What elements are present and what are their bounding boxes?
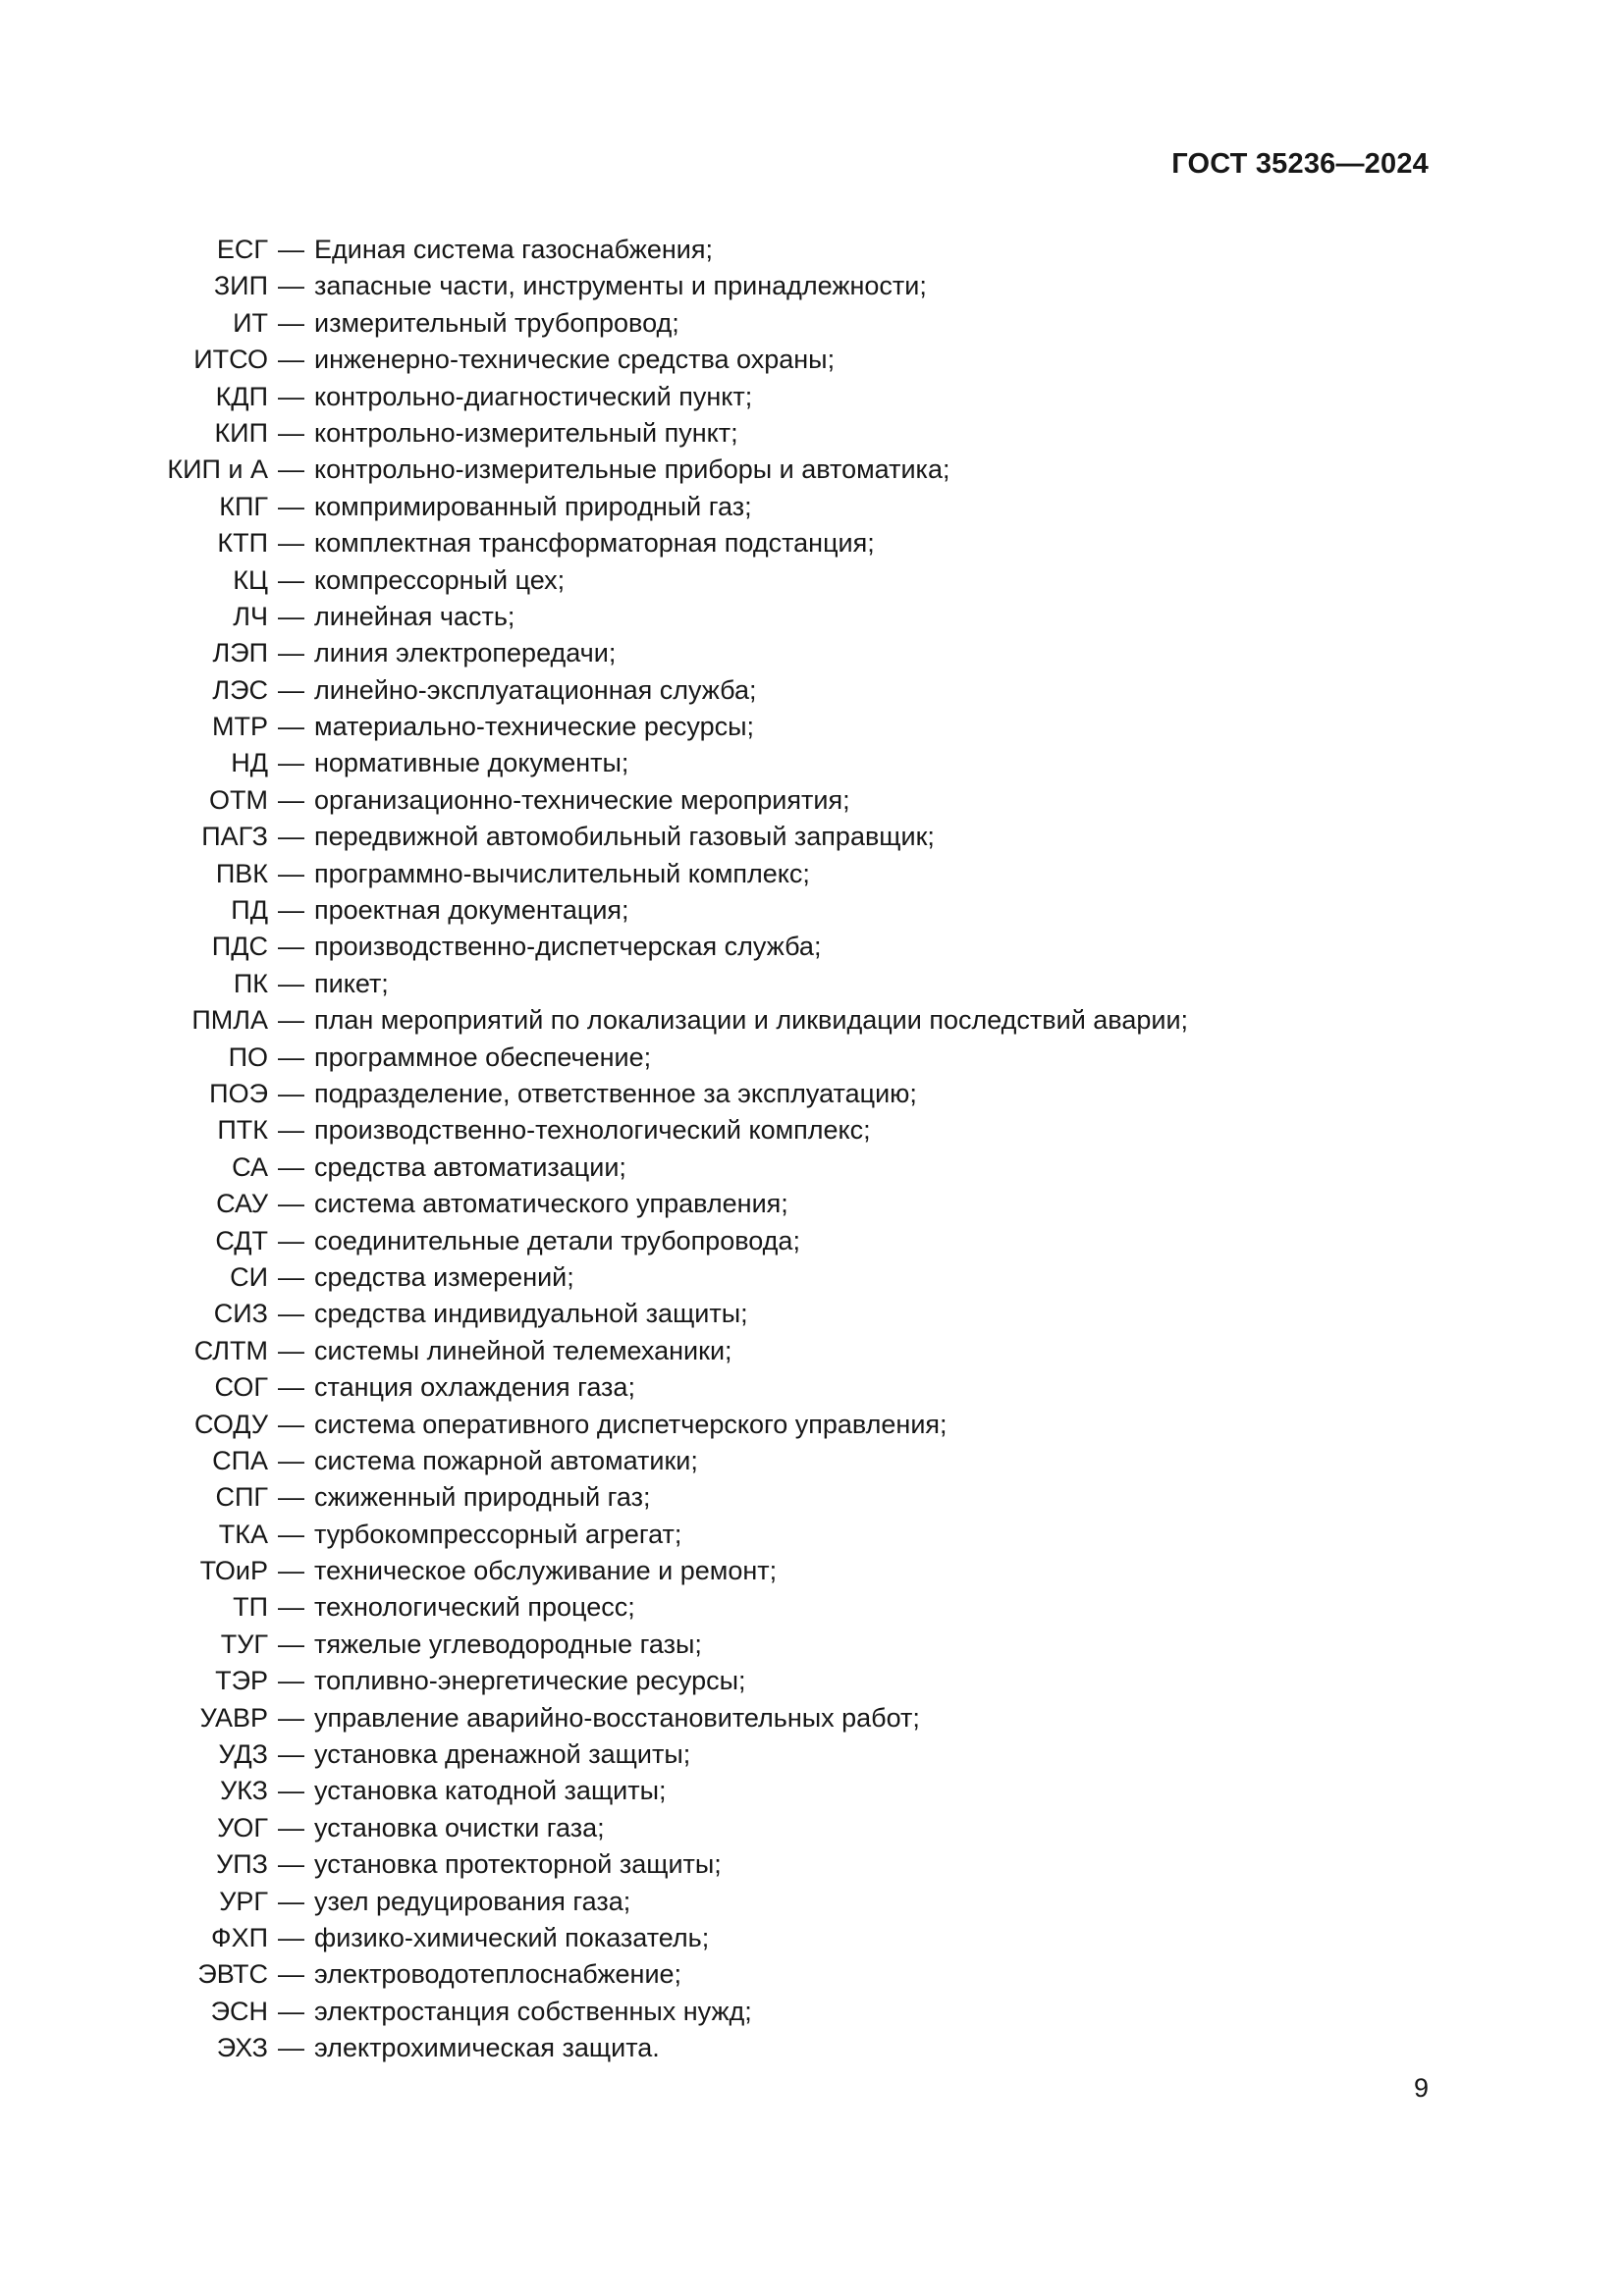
abbreviation-row [0,1627,1624,1663]
abbreviation-definition: система пожарной автоматики; [314,1445,698,1475]
abbreviation-definition: контрольно-диагностический пункт; [314,381,753,411]
abbreviation-row [0,599,1624,635]
abbreviation-definition: инженерно-технические средства охраны; [314,345,836,375]
abbreviation-term: СДТ [215,1225,268,1255]
abbreviation-row [0,1773,1624,1809]
abbreviation-term: КИП и А [167,454,268,485]
dash-separator: — [278,932,304,962]
abbreviation-row [0,379,1624,415]
abbreviation-definition: топливно-энергетические ресурсы; [314,1666,746,1696]
abbreviation-term: СПА [212,1445,268,1475]
abbreviation-term: СПГ [215,1482,268,1513]
abbreviation-term: КТП [217,528,268,559]
abbreviation-term: СА [232,1151,268,1182]
abbreviation-row [0,1810,1624,1846]
abbreviation-definition: техническое обслуживание и ремонт; [314,1556,778,1586]
dash-separator: — [278,1519,304,1549]
abbreviation-definition: электростанция собственных нужд; [314,1996,752,2026]
abbreviation-term: УКЗ [220,1776,268,1806]
abbreviation-definition: системы линейной телемеханики; [314,1335,732,1365]
abbreviation-row [0,1994,1624,2030]
dash-separator: — [278,307,304,338]
abbreviation-term: ПК [233,968,268,998]
abbreviation-definition: установка протекторной защиты; [314,1849,722,1880]
abbreviation-definition: проектная документация; [314,895,629,926]
abbreviation-row [0,1517,1624,1553]
abbreviation-row [0,1259,1624,1296]
abbreviation-term: ЗИП [213,271,268,301]
dash-separator: — [278,1189,304,1219]
dash-separator: — [278,601,304,631]
abbreviation-definition: управление аварийно-восстановительных работ; [314,1702,920,1733]
abbreviation-definition: подразделение, ответственное за эксплуатацию; [314,1078,917,1108]
abbreviation-row [0,1149,1624,1186]
abbreviation-term: КИП [214,417,268,448]
abbreviation-row [0,1553,1624,1589]
abbreviation-term: СЛТМ [193,1335,268,1365]
dash-separator: — [278,1959,304,1990]
abbreviation-term: УПЗ [216,1849,268,1880]
dash-separator: — [278,1922,304,1952]
dash-separator: — [278,271,304,301]
abbreviation-term: ТП [233,1592,268,1623]
abbreviation-definition: производственно-диспетчерская служба; [314,932,822,962]
abbreviation-definition: турбокомпрессорный агрегат; [314,1519,682,1549]
abbreviation-definition: установка катодной защиты; [314,1776,667,1806]
dash-separator: — [278,1041,304,1072]
dash-separator: — [278,748,304,778]
abbreviation-term: ПТК [217,1115,268,1146]
abbreviation-term: ЭХЗ [216,2033,268,2063]
dash-separator: — [278,1482,304,1513]
abbreviation-definition: технологический процесс; [314,1592,635,1623]
abbreviation-definition: контрольно-измерительные приборы и автоматика; [314,454,950,485]
abbreviation-definition: организационно-технические мероприятия; [314,784,850,815]
dash-separator: — [278,1372,304,1403]
abbreviation-definition: линия электропередачи; [314,638,617,668]
abbreviation-row [0,1002,1624,1039]
abbreviation-definition: контрольно-измерительный пункт; [314,417,738,448]
abbreviation-row [0,2030,1624,2066]
abbreviation-row [0,1333,1624,1369]
abbreviation-term: ЛЭП [212,638,268,668]
abbreviation-term: УРГ [219,1886,268,1916]
dash-separator: — [278,1556,304,1586]
abbreviation-row [0,452,1624,488]
abbreviation-term: ПО [228,1041,268,1072]
abbreviation-term: УОГ [217,1812,268,1842]
abbreviation-term: ЛЭС [212,674,268,705]
abbreviation-term: ОТМ [209,784,268,815]
dash-separator: — [278,1592,304,1623]
abbreviation-definition: пикет; [314,968,389,998]
dash-separator: — [278,674,304,705]
abbreviation-row [0,892,1624,929]
abbreviation-term: ПДС [211,932,268,962]
abbreviation-definition: установка дренажной защиты; [314,1739,691,1770]
dash-separator: — [278,345,304,375]
abbreviation-row [0,929,1624,965]
abbreviation-term: УАВР [199,1702,268,1733]
abbreviation-definition: измерительный трубопровод; [314,307,679,338]
abbreviation-term: КДП [215,381,268,411]
abbreviation-list [0,232,1624,2067]
dash-separator: — [278,528,304,559]
dash-separator: — [278,1666,304,1696]
dash-separator: — [278,417,304,448]
abbreviation-definition: физико-химический показатель; [314,1922,710,1952]
abbreviation-term: ПВК [215,858,268,888]
abbreviation-row [0,709,1624,745]
abbreviation-term: ИТ [233,307,268,338]
dash-separator: — [278,1409,304,1439]
abbreviation-row [0,342,1624,378]
dash-separator: — [278,1776,304,1806]
abbreviation-row [0,1846,1624,1883]
abbreviation-definition: электроводотеплоснабжение; [314,1959,682,1990]
abbreviation-term: СОГ [214,1372,268,1403]
dash-separator: — [278,491,304,521]
abbreviation-term: ТЭР [215,1666,268,1696]
abbreviation-row [0,1479,1624,1516]
abbreviation-term: ЭВТС [197,1959,268,1990]
dash-separator: — [278,712,304,742]
abbreviation-term: ФХП [211,1922,268,1952]
abbreviation-definition: запасные части, инструменты и принадлежности; [314,271,927,301]
abbreviation-row [0,1369,1624,1406]
dash-separator: — [278,1078,304,1108]
page-number: 9 [1413,2073,1429,2103]
dash-separator: — [278,1849,304,1880]
abbreviation-term: ПД [231,895,268,926]
dash-separator: — [278,1005,304,1036]
abbreviation-term: ЕСГ [216,235,268,264]
dash-separator: — [278,1225,304,1255]
abbreviation-row [0,489,1624,525]
dash-separator: — [278,784,304,815]
abbreviation-row [0,415,1624,452]
dash-separator: — [278,1886,304,1916]
abbreviation-term: ТУГ [220,1629,268,1659]
dash-separator: — [278,235,304,264]
abbreviation-definition: компрессорный цех; [314,564,566,595]
abbreviation-row [0,562,1624,599]
abbreviation-row [0,966,1624,1002]
abbreviation-row [0,672,1624,709]
abbreviation-row [0,745,1624,781]
abbreviation-term: ТОиР [199,1556,268,1586]
abbreviation-definition: материально-технические ресурсы; [314,712,755,742]
abbreviation-term: ИТСО [193,345,268,375]
abbreviation-row [0,856,1624,892]
abbreviation-definition: производственно-технологический комплекс; [314,1115,871,1146]
abbreviation-term: СОДУ [193,1409,268,1439]
dash-separator: — [278,858,304,888]
abbreviation-definition: план мероприятий по локализации и ликвидации последствий аварии; [314,1005,1189,1036]
abbreviation-term: КПГ [219,491,268,521]
dash-separator: — [278,1299,304,1329]
abbreviation-row [0,1223,1624,1259]
abbreviation-definition: компримированный природный газ; [314,491,752,521]
abbreviation-term: ТКА [218,1519,268,1549]
abbreviation-definition: станция охлаждения газа; [314,1372,635,1403]
abbreviation-term: НД [231,748,268,778]
abbreviation-term: УДЗ [218,1739,268,1770]
abbreviation-row [0,1736,1624,1773]
abbreviation-definition: нормативные документы; [314,748,629,778]
dash-separator: — [278,564,304,595]
abbreviation-definition: средства автоматизации; [314,1151,626,1182]
dash-separator: — [278,1335,304,1365]
abbreviation-row [0,232,1624,268]
abbreviation-row [0,819,1624,855]
dash-separator: — [278,895,304,926]
abbreviation-term: КЦ [233,564,268,595]
dash-separator: — [278,638,304,668]
abbreviation-row [0,1296,1624,1332]
dash-separator: — [278,1629,304,1659]
dash-separator: — [278,1445,304,1475]
abbreviation-term: ПМЛА [191,1005,268,1036]
abbreviation-term: САУ [216,1189,268,1219]
abbreviation-definition: сжиженный природный газ; [314,1482,651,1513]
abbreviation-definition: система автоматического управления; [314,1189,788,1219]
abbreviation-row [0,268,1624,304]
dash-separator: — [278,1702,304,1733]
abbreviation-row [0,1040,1624,1076]
abbreviation-row [0,1956,1624,1993]
document-code: ГОСТ 35236—2024 [1171,148,1429,180]
dash-separator: — [278,822,304,852]
abbreviation-definition: система оперативного диспетчерского управления; [314,1409,947,1439]
abbreviation-row [0,782,1624,819]
dash-separator: — [278,1261,304,1292]
abbreviation-definition: линейно-эксплуатационная служба; [314,674,757,705]
abbreviation-row [0,1186,1624,1222]
abbreviation-row [0,1589,1624,1626]
abbreviation-row [0,1884,1624,1920]
abbreviation-definition: линейная часть; [314,601,515,631]
dash-separator: — [278,1151,304,1182]
abbreviation-definition: Единая система газоснабжения; [314,235,713,264]
abbreviation-row [0,635,1624,671]
abbreviation-row [0,1112,1624,1148]
abbreviation-row [0,1443,1624,1479]
abbreviation-row [0,305,1624,342]
abbreviation-row [0,1700,1624,1736]
dash-separator: — [278,1739,304,1770]
abbreviation-definition: средства индивидуальной защиты; [314,1299,748,1329]
abbreviation-term: ЭСН [210,1996,268,2026]
abbreviation-term: ПОЭ [209,1078,268,1108]
abbreviation-definition: тяжелые углеводородные газы; [314,1629,702,1659]
abbreviation-row [0,1920,1624,1956]
dash-separator: — [278,1115,304,1146]
abbreviation-term: ЛЧ [233,601,268,631]
dash-separator: — [278,381,304,411]
abbreviation-row [0,1407,1624,1443]
abbreviation-definition: комплектная трансформаторная подстанция; [314,528,875,559]
dash-separator: — [278,1812,304,1842]
abbreviation-row [0,1076,1624,1112]
dash-separator: — [278,1996,304,2026]
abbreviation-definition: электрохимическая защита. [314,2033,660,2063]
abbreviation-definition: программное обеспечение; [314,1041,652,1072]
abbreviation-term: ПАГЗ [201,822,268,852]
abbreviation-term: МТР [212,712,268,742]
abbreviation-term: СИЗ [213,1299,268,1329]
abbreviation-definition: передвижной автомобильный газовый заправщик; [314,822,935,852]
dash-separator: — [278,968,304,998]
dash-separator: — [278,2033,304,2063]
abbreviation-definition: установка очистки газа; [314,1812,605,1842]
abbreviation-definition: средства измерений; [314,1261,574,1292]
abbreviation-definition: соединительные детали трубопровода; [314,1225,800,1255]
abbreviation-term: СИ [230,1261,268,1292]
abbreviation-definition: программно-вычислительный комплекс; [314,858,810,888]
abbreviation-row [0,525,1624,561]
abbreviation-row [0,1663,1624,1699]
abbreviation-definition: узел редуцирования газа; [314,1886,631,1916]
dash-separator: — [278,454,304,485]
